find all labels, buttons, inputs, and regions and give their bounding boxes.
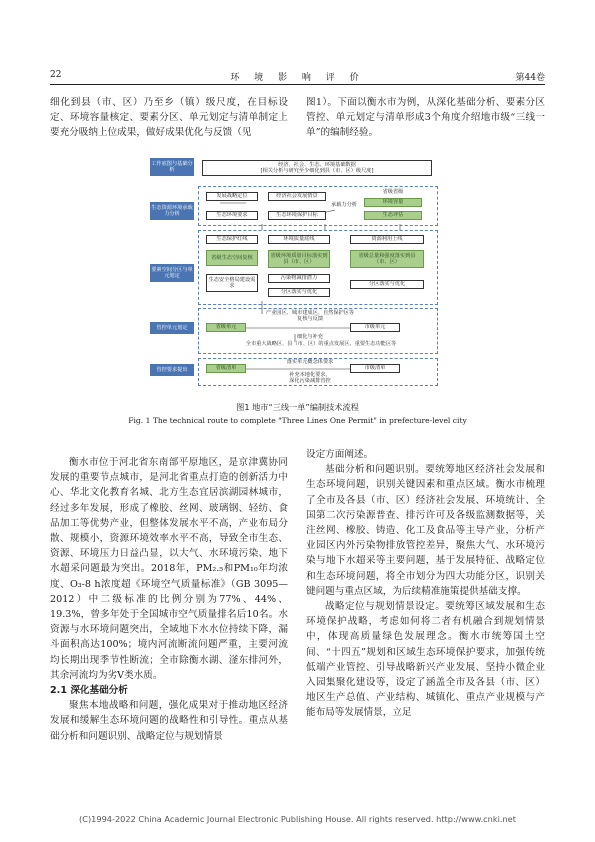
- prov-list: 省级清单: [206, 364, 246, 373]
- left-column: [50, 455, 288, 744]
- right-column: [306, 447, 545, 721]
- econ-scenario: 经济社会发展情景: [268, 192, 326, 201]
- req-mid2: 深化污染减排管控: [289, 378, 331, 385]
- prov-eco-space: 省级生态空间复核: [206, 250, 258, 266]
- page-number: 22: [50, 70, 62, 80]
- eco-assessment: 生态评估: [364, 211, 422, 220]
- right-paragraph-3: 战略定位与规划情景设定。要统筹区域发展和生态环境保护战略，考虑如何将二者有机融合到规划情景中，体现高质量绿色发展理念。衡水市统筹国土空间、“十四五”规划和区域生态环境保护要求，加强传统低端产业管控、引导战略新兴产业发展、坚持小微企业入园集聚化建设等，设定了涵盖全市及各县（市、区）地区生产总值、产业结构、城镇化、重点产业规模与产能布局等发展情景，立足: [306, 601, 545, 719]
- row-label-unit: 管控单元划定: [150, 322, 194, 334]
- unit-line2: 复核与反馈: [297, 316, 323, 323]
- unit-mid2: 全市重大战略区、县（市、区）的重点发展区、重要生态功能区等: [245, 341, 397, 348]
- eco-redline: 生态保护红线: [206, 235, 258, 244]
- bearing-analysis: 承载力分析: [331, 201, 357, 208]
- zone-optimization-quality: 分区落实与优化: [268, 288, 330, 297]
- env-requirement: 生态环境要求: [206, 211, 258, 220]
- figure-caption-zh: 图1 地市“三线一单”编制技术流程: [236, 402, 359, 412]
- env-goal: 生态环境保护目标: [268, 211, 326, 220]
- row-label-eco: 生态资源环境承载力分析: [150, 202, 194, 220]
- quality-baseline: 环境质量底线: [268, 235, 330, 244]
- journal-title: 环 境 影 响 评 价: [230, 73, 365, 83]
- dev-positioning: 发展战略定位: [206, 192, 258, 201]
- section-paragraph: 聚焦本地战略和问题，强化成果对于推动地区经济发展和缓解生态环境问题的战略性和引导性。重点从基础分析和问题识别、战略定位与规划情景: [50, 700, 288, 742]
- base-data-line2: [相关分析与研究至少细化到县（市、区）级尺度]: [260, 168, 374, 174]
- eco-safety-pattern: 生态安全格局建设需求: [206, 274, 258, 292]
- env-capacity: 环境容量: [364, 198, 422, 207]
- city-list: 市级清单: [350, 364, 400, 373]
- prov-total-intensity: 省级总量和强度落实到县（市、区）: [350, 250, 424, 268]
- intro-left: 细化到县（市、区）乃至乡（镇）级尺度，在目标设定、环境容量核定、要素分区、单元划定与清单制定上要充分吸纳上位成果，做好成果优化与反馈（见: [50, 97, 288, 139]
- req-line1: 落实单元概念体要求: [286, 359, 334, 366]
- prov-unit: 省级单元: [206, 323, 246, 332]
- technical-route-figure: [150, 158, 446, 388]
- zone-optimization-resource: 分区落实与优化: [350, 280, 424, 289]
- header-rule: [50, 84, 545, 85]
- row-label-zoning: 要素空间分区与单元划定: [150, 264, 194, 282]
- prov-quality-goal: 省级环境质量目标落实到县（市、区）: [268, 250, 330, 268]
- city-unit: 市级单元: [350, 323, 400, 332]
- unit-mid1: 细化与补充: [297, 334, 323, 341]
- req-mid1: 补充本地化要求，: [289, 372, 331, 379]
- base-data-line1: 经济、社会、生态、环境基础数据: [278, 161, 356, 168]
- volume-number: 第44卷: [515, 73, 545, 83]
- copyright-footer: (C)1994-2022 China Academic Journal Electronic Publishing House. All rights reserved. http://www.cnki.net: [79, 814, 516, 824]
- row-label-work: 工作底图与基础分析: [150, 158, 194, 176]
- pollution-reduction: 污染物减排潜力: [268, 274, 330, 283]
- resource-ceiling: 资源利用上线: [350, 235, 424, 244]
- intro-right: 图1）。下面以衡水市为例，从深化基础分析、要素分区管控、单元划定与清单形成3个角度介绍地市级“三线一单”的编制经验。: [306, 97, 545, 139]
- figure-caption-en: Fig. 1 The technical route to complete "Three Lines One Permit" in prefecture-level city: [128, 416, 467, 425]
- unit-line1: 产业园区、城市建成区、自然保护区等: [265, 310, 355, 317]
- right-paragraph-1: 设定方面阐述。: [306, 449, 374, 460]
- right-paragraph-2: 基础分析和问题识别。要统筹地区经济社会发展和生态环境问题，识别关键因素和重点区域。衡水市梳理了全市及各县（市、区）经济社会发展、环境统计、全国第二次污染源普查、排污许可及各级监测数据等，关注丝网、橡胶、铸造、化工及食品等主导产业，分析产业园区内外污染物排放管控差异，聚焦大气、水环境污染与地下水超采等主要问题，基于发展特征、战略定位和生态环境问题，将全市划分为四大功能分区，识别关键问题与重点区域，为后续精准施策提供基础支撑。: [306, 464, 545, 597]
- row-label-req: 管控要求提出: [150, 364, 194, 376]
- base-data-box: [202, 160, 432, 176]
- section-heading: 2.1 深化基础分析: [50, 685, 128, 697]
- left-paragraph-1: 衡水市位于河北省东南部平原地区，是京津冀协同发展的重要节点城市，是河北省重点打造的创新活力中心、华北文化教育名城、北方生态宜居滨湖园林城市，经过多年发展，形成了橡胶、丝网、玻璃钢、轻纺、食品加工等优势产业，但整体发展水平不高，产业布局分散、规模小，资源环境效率水平不高，导致全市生态、资源、环境压力日益凸显，以大气、水环境污染、地下水超采问题最为突出。2018年，PM₂.₅和PM₁₀年均浓度、O₃-8 h浓度超《环境空气质量标准》（GB 3095—2012）中二级标准的比例分别为77%、44%、19.3%，曾多年处于全国城市空气质量排名后10名。水资源与水环境问题突出，全域地下水水位持续下降，漏斗面积高达100%；境内河流断流问题严重，主要河流均长期出现季节性断流；全市除衡水湖、滏东排河外，其余河流均为劣V类水质。: [50, 457, 288, 681]
- prov-level-text: 省级省级: [382, 188, 404, 195]
